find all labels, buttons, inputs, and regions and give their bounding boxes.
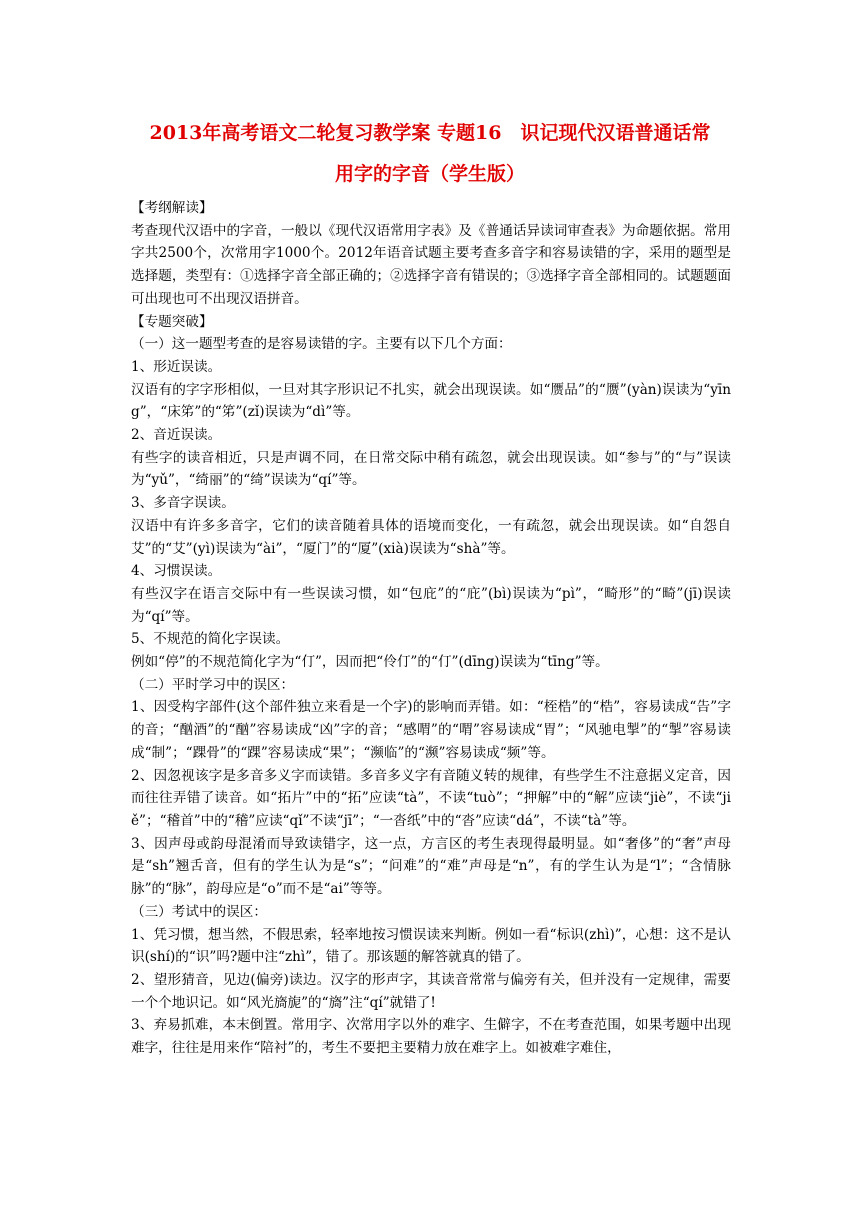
document-body — [131, 197, 731, 1060]
title-line-1: 2013年高考语文二轮复习教学案 专题16 识记现代汉语普通话常 — [149, 122, 711, 144]
paragraph-exam-outline: 考查现代汉语中的字音，一般以《现代汉语常用字表》及《普通话异读词审查表》为命题依据。常用字共2500个，次常用字1000个。2012年语音试题主要考查多音字和容易读错的字，采用的题型是选择题，类型有：①选择字音全部正确的；②选择字音有错误的；③选择字音全部相同的。试题题面可出现也可不出现汉语拼音。 — [131, 222, 731, 307]
item-heading: 3、多音字误读。 — [131, 495, 235, 512]
item-heading: 1、形近误读。 — [131, 358, 222, 375]
subsection-heading-1: （一）这一题型考查的是容易读错的字。主要有以下几个方面： — [131, 336, 512, 353]
section-heading-breakthrough: 【专题突破】 — [131, 313, 213, 330]
title-line-2: 用字的字音（学生版） — [334, 163, 525, 185]
paragraph: 2、因忽视该字是多音多义字而读错。多音多义字有音随义转的规律，有些学生不注意据义定音，因而往往弄错了读音。如“拓片”中的“拓”应读“tà”，不读“tuò”；“押解”中的“解”应读“jiè”，不读“jiě”；“稽首”中的“稽”应读“qǐ”不读“jī”；“一沓纸”中的“沓”应读“dá”，不读“tà”等。 — [131, 767, 731, 829]
paragraph: 有些字的读音相近，只是声调不同，在日常交际中稍有疏忽，就会出现误读。如“参与”的“与”误读为“yǔ”，“绮丽”的“绮”误读为“qí”等。 — [131, 449, 731, 489]
paragraph: 3、因声母或韵母混淆而导致读错字，这一点，方言区的考生表现得最明显。如“奢侈”的“奢”声母是“sh”翘舌音，但有的学生认为是“s”；“问难”的“难”声母是“n”，有的学生认为是“l”；“含情脉脉”的“脉”，韵母应是“o”而不是“ai”等等。 — [131, 835, 731, 898]
subsection-heading-3: （三）考试中的误区： — [131, 903, 267, 920]
section-heading-exam-outline: 【考纲解读】 — [131, 200, 213, 216]
item-heading: 5、不规范的简化字误读。 — [131, 631, 290, 648]
paragraph: 汉语中有许多多音字，它们的读音随着具体的语境而变化，一有疏忽，就会出现误读。如“自怨自艾”的“艾”(yì)误读为“ài”，“厦门”的“厦”(xià)误读为“shà”等。 — [131, 517, 731, 557]
subsection-heading-2: （二）平时学习中的误区： — [131, 676, 295, 693]
paragraph: 1、因受构字部件(这个部件独立来看是一个字)的影响而弄错。如：“桎梏”的“梏”，容易读成“告”字的音；“酗酒”的“酗”容易读成“凶”字的音；“感喟”的“喟”容易读成“胃”；“风驰电掣”的“掣”容易读成“制”；“踝骨”的“踝”容易读成“果”；“濒临”的“濒”容易读成“频”等。 — [131, 699, 731, 761]
paragraph: 汉语有的字字形相似，一旦对其字形识记不扎实，就会出现误读。如“赝品”的“赝”(yàn)误读为“yīng”，“床笫”的“笫”(zǐ)误读为“dì”等。 — [131, 381, 731, 421]
paragraph: 例如“停”的不规范简化字为“仃”，因而把“伶仃”的“仃”(dīng)误读为“tīng”等。 — [131, 654, 609, 671]
paragraph: 2、望形猜音，见边(偏旁)读边。汉字的形声字，其读音常常与偏旁有关，但并没有一定规律，需要一个个地识记。如“风光旖旎”的“旖”注“qí”就错了! — [131, 971, 731, 1011]
paragraph: 有些汉字在语言交际中有一些误读习惯，如“包庇”的“庇”(bì)误读为“pì”，“畸形”的“畸”(jī)误读为“qí”等。 — [131, 585, 731, 625]
paragraph: 3、弃易抓难，本末倒置。常用字、次常用字以外的难字、生僻字，不在考查范围，如果考题中出现难字，往往是用来作“陪衬”的，考生不要把主要精力放在难字上。如被难字难住， — [131, 1017, 731, 1057]
item-heading: 2、音近误读。 — [131, 427, 222, 444]
paragraph: 1、凭习惯，想当然，不假思索，轻率地按习惯误读来判断。例如一看“标识(zhì)”，心想：这不是认识(shí)的“识”吗?题中注“zhì”，错了。那该题的解答就真的错了。 — [131, 926, 731, 966]
item-heading: 4、习惯误读。 — [131, 563, 222, 580]
